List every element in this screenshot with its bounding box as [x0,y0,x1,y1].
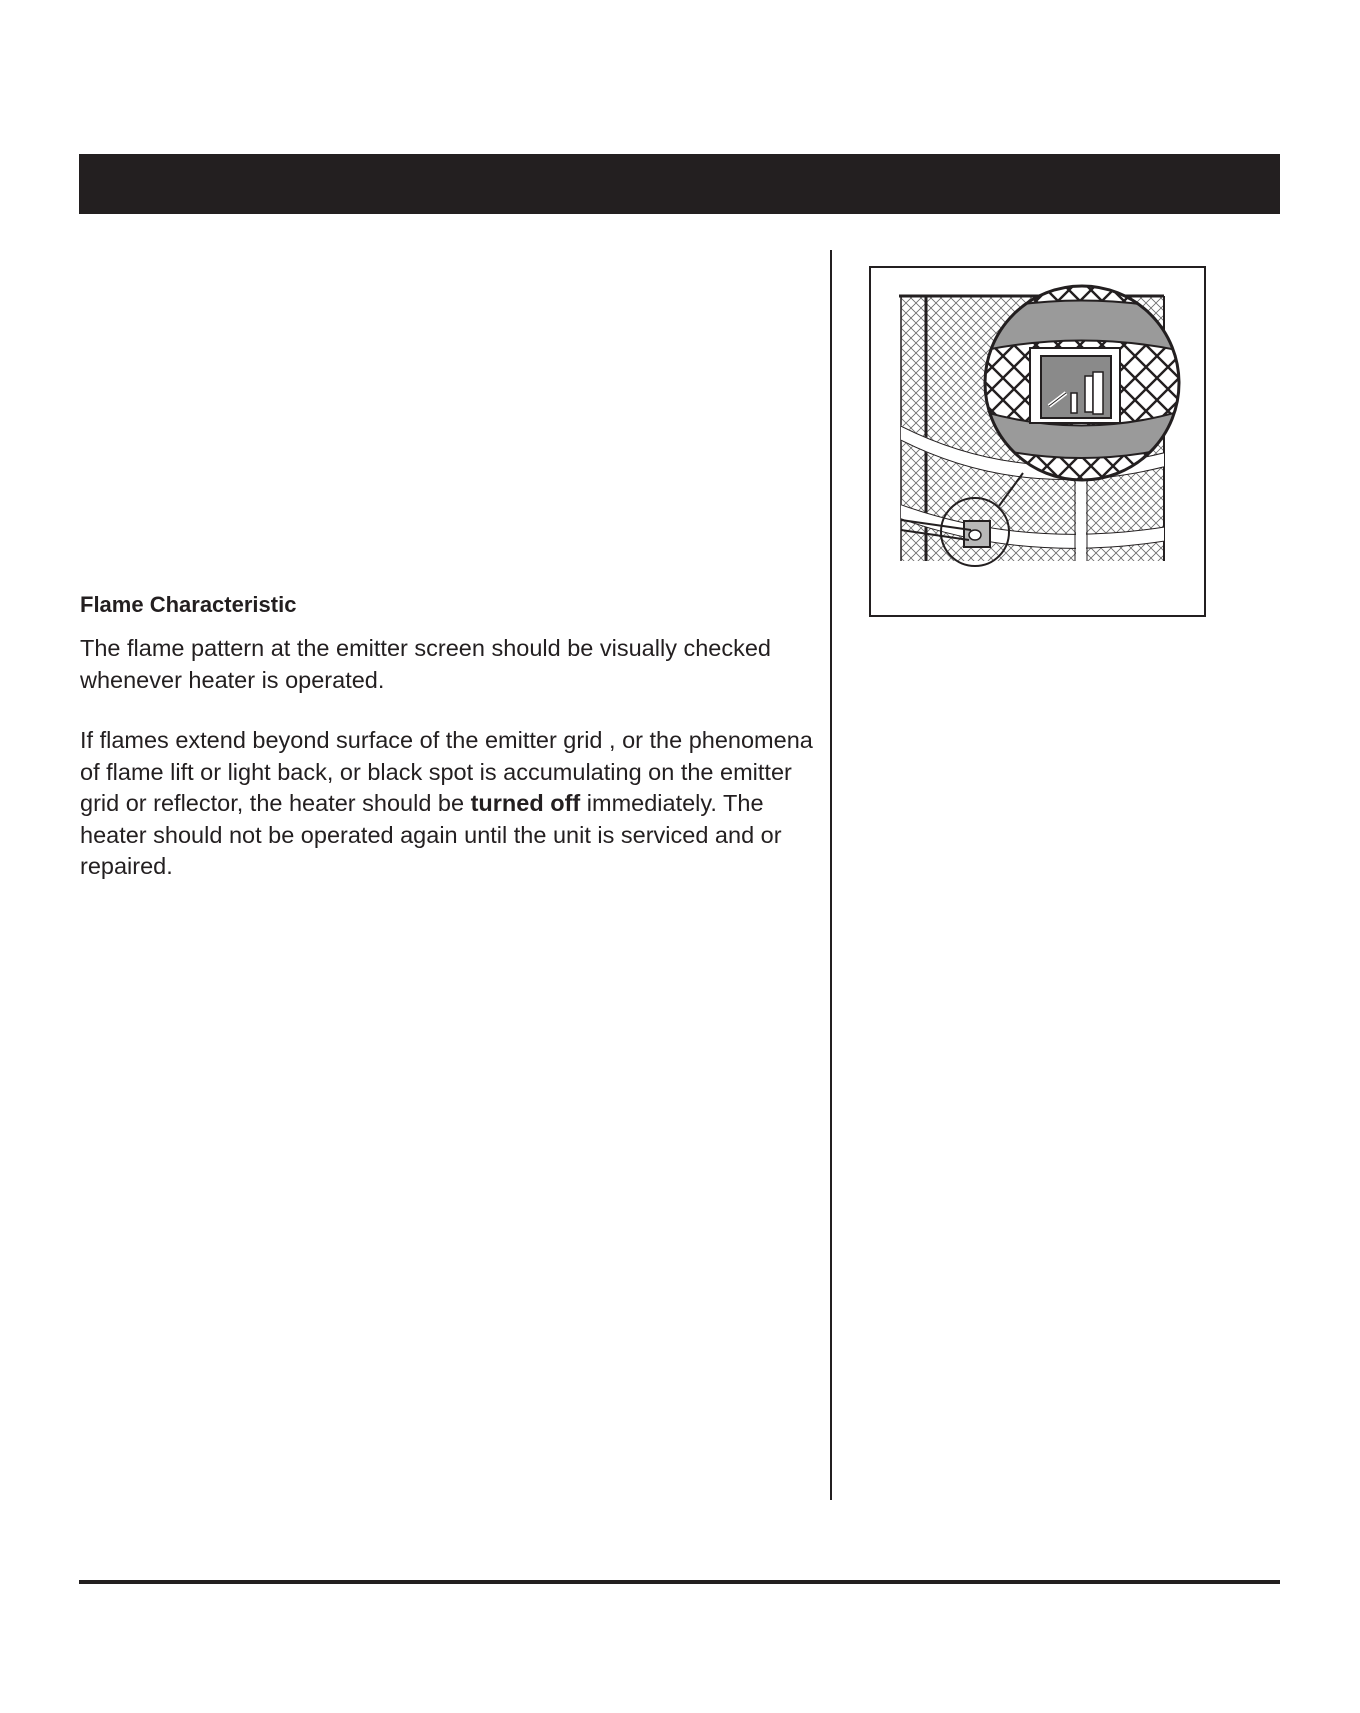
warning-text-tail: immediately. The heater should not be operated again until the unit is serviced and or repaired. [80,790,782,879]
section-heading: Flame Characteristic [80,592,297,617]
column-divider [830,250,832,1500]
emitter-grid-figure [869,266,1206,617]
paragraph-flame-check: The flame pattern at the emitter screen should be visually checked whenever heater is operated. [80,635,772,693]
paragraph-flame-warning [80,725,820,883]
footer-rule [79,1580,1280,1584]
header-bar [79,154,1280,214]
warning-text-lead: If flames extend beyond surface of the emitter grid , or the phenomena of flame lift or light back, or black spot is accumulating on the emitter grid or reflector, the heater should be [80,727,813,816]
warning-emphasis: turned off [470,790,581,816]
emitter-grid-illustration [871,268,1204,615]
